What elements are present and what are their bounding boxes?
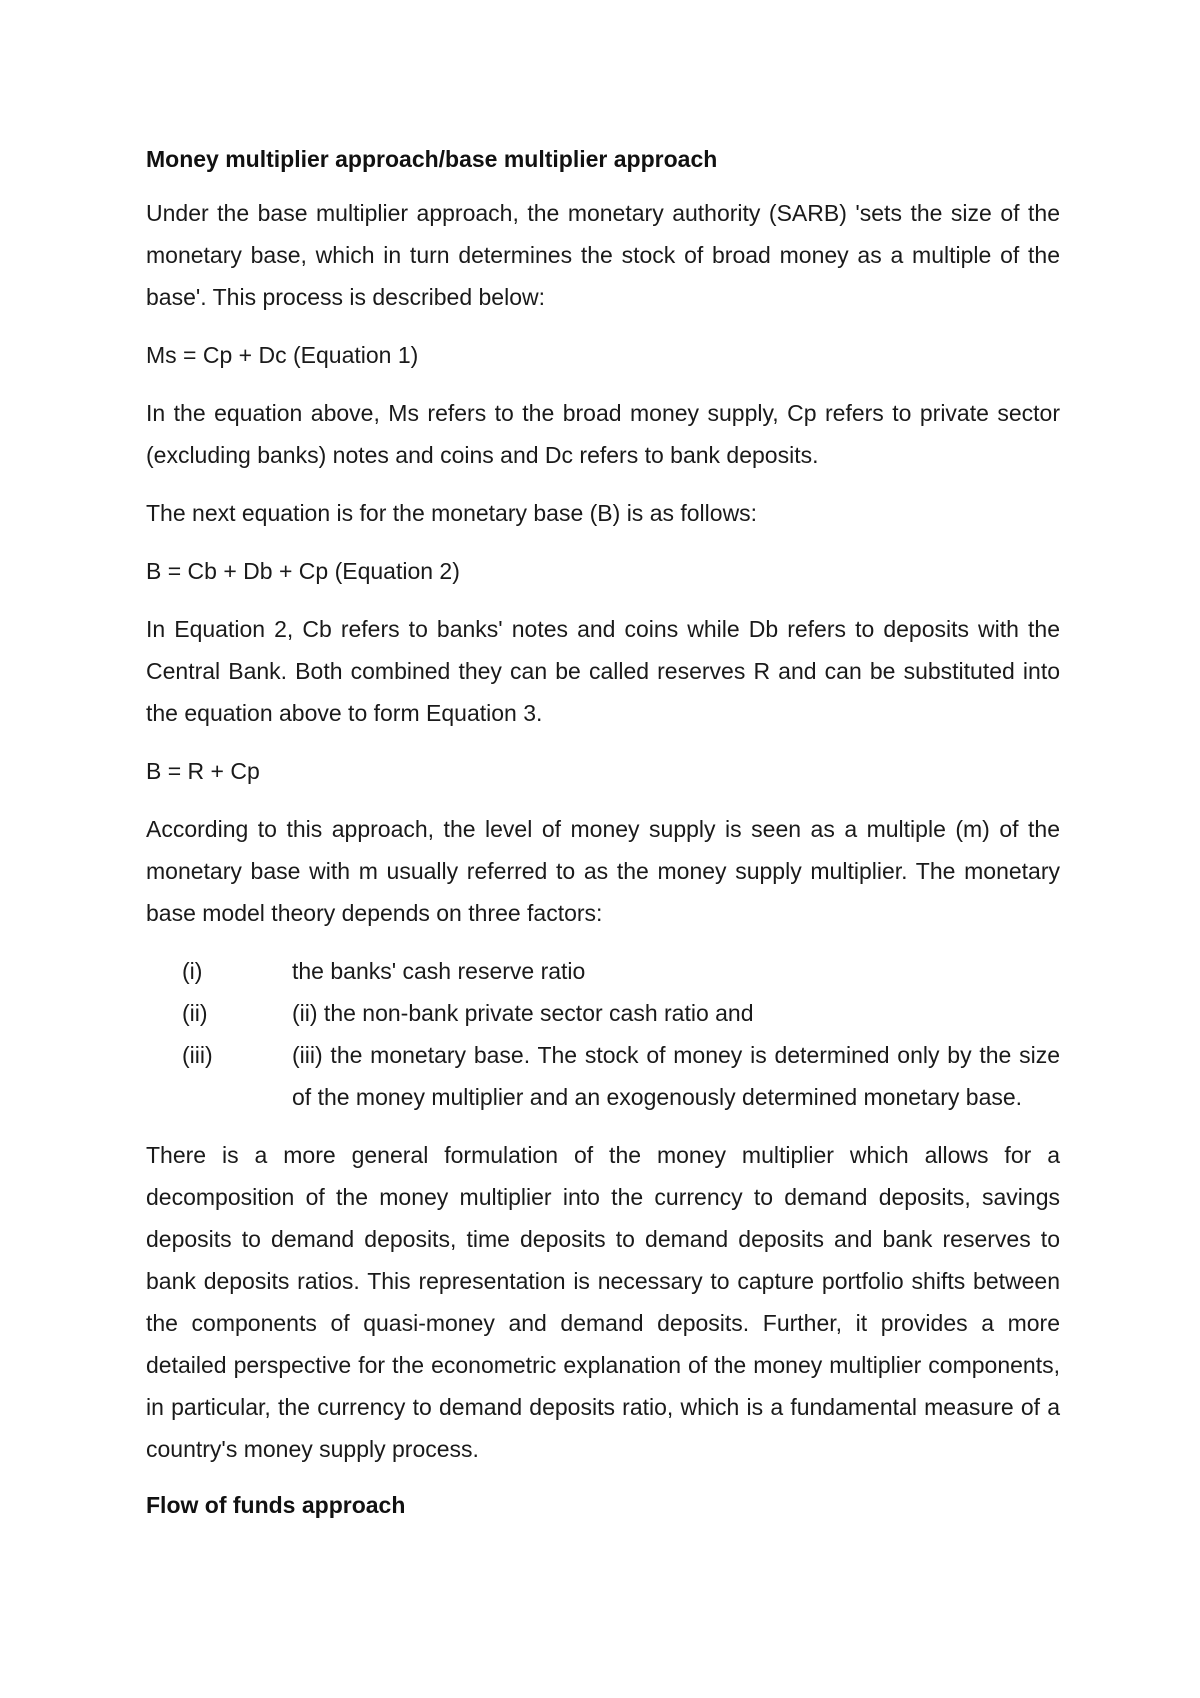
list-item-number: (iii) bbox=[182, 1042, 213, 1068]
list-item-number: (ii) bbox=[182, 1000, 208, 1026]
equation-2-explanation: In Equation 2, Cb refers to banks' notes and coins while Db refers to deposits with the Central Bank. Both combined they can be called reserves R and can be substituted into the equation above to form Equation 3. bbox=[146, 616, 1060, 726]
list-item bbox=[146, 950, 1060, 992]
list-item-text: (iii) the monetary base. The stock of money is determined only by the size of the money multiplier and an exogenously determined monetary base. bbox=[292, 1042, 1060, 1110]
section-heading-2: Flow of funds approach bbox=[146, 1492, 406, 1518]
factors-list bbox=[146, 950, 1060, 1118]
list-item-text: the banks' cash reserve ratio bbox=[292, 958, 586, 984]
list-item bbox=[146, 1034, 1060, 1118]
list-item bbox=[146, 992, 1060, 1034]
general-formulation-paragraph: There is a more general formulation of the money multiplier which allows for a decomposition of the money multiplier into the currency to demand deposits, savings deposits to demand deposits, time deposits to demand deposits and bank reserves to bank deposits ratios. This representation is necessary to capture portfolio shifts between the components of quasi-money and demand deposits. Further, it provides a more detailed perspective for the econometric explanation of the money multiplier components, in particular, the currency to demand deposits ratio, which is a fundamental measure of a country's money supply process. bbox=[146, 1142, 1060, 1462]
intro-paragraph: Under the base multiplier approach, the monetary authority (SARB) 'sets the size of the monetary base, which in turn determines the stock of broad money as a multiple of the base'. This process is described below: bbox=[146, 200, 1060, 310]
equation-3: B = R + Cp bbox=[146, 758, 260, 784]
equation-2: B = Cb + Db + Cp (Equation 2) bbox=[146, 558, 460, 584]
approach-paragraph: According to this approach, the level of money supply is seen as a multiple (m) of the monetary base with m usually referred to as the money supply multiplier. The monetary base model theory depends on three factors: bbox=[146, 816, 1060, 926]
monetary-base-intro: The next equation is for the monetary base (B) is as follows: bbox=[146, 500, 758, 526]
equation-1: Ms = Cp + Dc (Equation 1) bbox=[146, 342, 419, 368]
document-page bbox=[146, 140, 1060, 1524]
equation-1-explanation: In the equation above, Ms refers to the broad money supply, Cp refers to private sector (excluding banks) notes and coins and Dc refers to bank deposits. bbox=[146, 400, 1060, 468]
list-item-number: (i) bbox=[182, 958, 203, 984]
list-item-text: (ii) the non-bank private sector cash ratio and bbox=[292, 1000, 754, 1026]
section-heading: Money multiplier approach/base multiplier approach bbox=[146, 146, 718, 172]
